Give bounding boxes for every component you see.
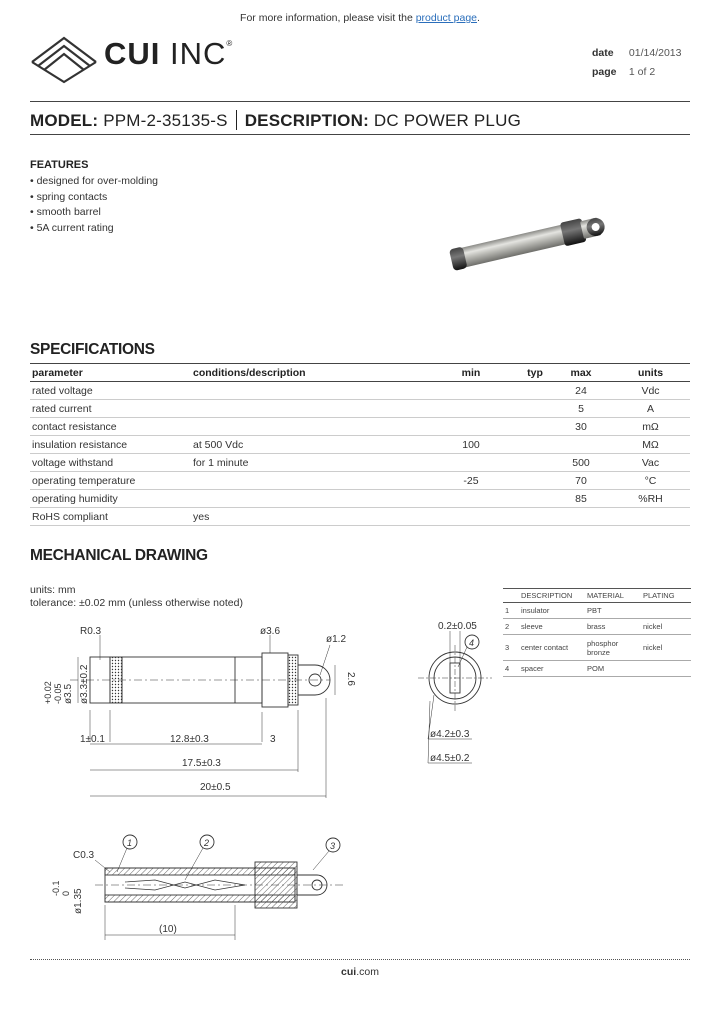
table-row <box>503 661 691 677</box>
cell: RoHS compliant <box>30 508 191 526</box>
cell <box>191 472 423 490</box>
mat-col-plating: PLATING <box>641 589 691 603</box>
units-note: units: mm <box>30 584 76 596</box>
materials-table <box>503 588 691 677</box>
logo-brand-bold: CUI <box>104 36 161 71</box>
cell: 500 <box>551 454 611 472</box>
cell <box>551 436 611 454</box>
cell: insulation resistance <box>30 436 191 454</box>
cell: PBT <box>585 603 641 619</box>
cell: MΩ <box>611 436 690 454</box>
cell <box>519 400 551 418</box>
end-view-drawing <box>400 615 510 775</box>
cell: 85 <box>551 490 611 508</box>
dim-label: 0 <box>61 890 71 896</box>
cell: rated current <box>30 400 191 418</box>
registered-mark: ® <box>226 39 234 48</box>
top-note-suffix: . <box>477 12 480 24</box>
cell <box>191 400 423 418</box>
cell <box>191 418 423 436</box>
dim-label: ø4.2±0.3 <box>430 729 470 740</box>
cell <box>423 454 519 472</box>
features-title: FEATURES <box>30 159 89 171</box>
cell: sleeve <box>519 619 585 635</box>
product-photo <box>445 205 620 275</box>
dim-label: ø3.3±0.2 <box>79 664 90 704</box>
cell <box>519 490 551 508</box>
cell: spacer <box>519 661 585 677</box>
dim-label: 20±0.5 <box>200 782 231 793</box>
cell <box>551 508 611 526</box>
leader <box>95 860 110 872</box>
top-note <box>0 12 720 24</box>
cell: mΩ <box>611 418 690 436</box>
cell <box>519 382 551 400</box>
dim-label: 0.2±0.05 <box>438 621 477 632</box>
cell <box>611 508 690 526</box>
cell: brass <box>585 619 641 635</box>
drawing-notes <box>30 584 243 610</box>
footer-url-bold: cui <box>341 966 357 978</box>
cell <box>423 490 519 508</box>
feature-item: • designed for over-molding <box>30 174 158 190</box>
header-divider <box>236 110 237 130</box>
top-note-prefix: For more information, please visit the <box>240 12 416 24</box>
dim-label: ø1.35 <box>73 888 84 914</box>
product-page-link[interactable]: product page <box>415 12 478 24</box>
dim-label: -0.1 <box>51 880 61 896</box>
dim-label: C0.3 <box>73 850 95 861</box>
cell: °C <box>611 472 690 490</box>
col-units: units <box>611 364 690 382</box>
col-min: min <box>423 364 519 382</box>
cell: 70 <box>551 472 611 490</box>
materials-header-row <box>503 589 691 603</box>
cell: nickel <box>641 619 691 635</box>
cell: at 500 Vdc <box>191 436 423 454</box>
cell: 100 <box>423 436 519 454</box>
mechanical-title: MECHANICAL DRAWING <box>30 547 208 564</box>
feature-item: • spring contacts <box>30 190 158 206</box>
cell <box>191 382 423 400</box>
cell <box>519 472 551 490</box>
table-row <box>30 418 690 436</box>
cell: 3 <box>503 635 519 661</box>
cell: 2 <box>503 619 519 635</box>
footer-rule <box>30 959 690 960</box>
cell: 24 <box>551 382 611 400</box>
description-label: DESCRIPTION: <box>244 111 369 130</box>
table-row <box>30 472 690 490</box>
logo-brand-light: INC <box>170 36 227 71</box>
col-conditions: conditions/description <box>191 364 423 382</box>
dim-label: ø1.2 <box>326 634 347 645</box>
header-rule-bottom <box>30 134 690 135</box>
cell: phosphor bronze <box>585 635 641 661</box>
spring-contact <box>125 882 245 890</box>
feature-item: • smooth barrel <box>30 205 158 221</box>
dim-label: 12.8±0.3 <box>170 734 209 745</box>
cell: center contact <box>519 635 585 661</box>
section-view-drawing <box>51 830 375 945</box>
cell <box>641 603 691 619</box>
description-value: DC POWER PLUG <box>373 111 521 130</box>
dim-label: 2.6 <box>345 672 356 686</box>
col-parameter: parameter <box>30 364 191 382</box>
cell: rated voltage <box>30 382 191 400</box>
dim-label: R0.3 <box>80 626 102 637</box>
date-value: 01/14/2013 <box>628 47 682 59</box>
cell <box>191 490 423 508</box>
callout-number: 1 <box>127 838 133 848</box>
cell <box>519 418 551 436</box>
cell: operating temperature <box>30 472 191 490</box>
photo-barrel <box>457 224 569 268</box>
feature-item: • 5A current rating <box>30 221 158 237</box>
table-row <box>30 400 690 418</box>
cell: voltage withstand <box>30 454 191 472</box>
leader <box>320 645 330 675</box>
features-list <box>30 174 158 236</box>
document-meta <box>592 44 681 82</box>
dim-label: 17.5±0.3 <box>182 758 221 769</box>
cell: for 1 minute <box>191 454 423 472</box>
cell <box>423 418 519 436</box>
cell: Vac <box>611 454 690 472</box>
cell <box>519 436 551 454</box>
table-row <box>30 508 690 526</box>
table-row <box>30 490 690 508</box>
col-max: max <box>551 364 611 382</box>
cell <box>423 382 519 400</box>
cell <box>519 508 551 526</box>
cell: yes <box>191 508 423 526</box>
header-rule-top <box>30 101 690 102</box>
dim-label: -0.05 <box>53 683 63 704</box>
tolerance-note: tolerance: ±0.02 mm (unless otherwise noted) <box>30 597 243 609</box>
cell: nickel <box>641 635 691 661</box>
mat-col-material: MATERIAL <box>585 589 641 603</box>
dim-label: 3 <box>270 734 276 745</box>
cell <box>519 454 551 472</box>
cell: %RH <box>611 490 690 508</box>
dim-label: (10) <box>159 924 177 935</box>
dim-label: 1±0.1 <box>80 734 105 745</box>
cell <box>423 508 519 526</box>
table-row <box>30 436 690 454</box>
side-view-drawing <box>30 620 370 800</box>
model-header <box>30 110 521 131</box>
table-row <box>30 454 690 472</box>
footer-url-rest: .com <box>356 966 379 978</box>
table-row <box>503 619 691 635</box>
col-typ: typ <box>519 364 551 382</box>
logo-wordmark <box>104 36 233 72</box>
page-label: page <box>592 66 617 78</box>
callout-number: 4 <box>469 638 475 648</box>
cell: Vdc <box>611 382 690 400</box>
cell: insulator <box>519 603 585 619</box>
cell <box>641 661 691 677</box>
cell: A <box>611 400 690 418</box>
spec-header-row <box>30 364 690 382</box>
leader <box>313 851 329 870</box>
dim-label: +0.02 <box>43 681 53 704</box>
table-row <box>30 382 690 400</box>
mat-col-description: DESCRIPTION <box>519 589 585 603</box>
spring-contact <box>125 880 245 888</box>
cell: POM <box>585 661 641 677</box>
cell <box>423 400 519 418</box>
footer-url[interactable] <box>0 966 720 978</box>
date-label: date <box>592 47 614 59</box>
specifications-table <box>30 363 690 526</box>
dim-label: ø3.6 <box>260 626 281 637</box>
cell: -25 <box>423 472 519 490</box>
model-value: PPM-2-35135-S <box>103 111 228 130</box>
cell: 4 <box>503 661 519 677</box>
cell: 5 <box>551 400 611 418</box>
page-value: 1 of 2 <box>628 66 656 78</box>
mat-col-index <box>503 589 519 603</box>
dim-label: ø4.5±0.2 <box>430 753 470 764</box>
dim-label: ø3.5 <box>63 683 74 704</box>
cell: operating humidity <box>30 490 191 508</box>
specifications-title: SPECIFICATIONS <box>30 341 155 358</box>
cell: 1 <box>503 603 519 619</box>
callout-number: 2 <box>204 838 210 848</box>
table-row <box>503 635 691 661</box>
model-label: MODEL: <box>30 111 99 130</box>
cell: contact resistance <box>30 418 191 436</box>
table-row <box>503 603 691 619</box>
callout-number: 3 <box>330 841 336 851</box>
cell: 30 <box>551 418 611 436</box>
